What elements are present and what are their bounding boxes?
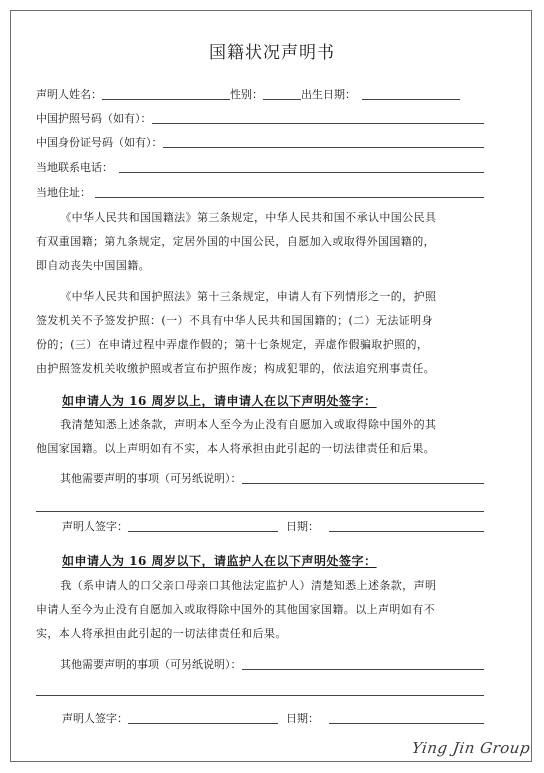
- minor-other-matters-extra-line[interactable]: [36, 695, 484, 696]
- nationality-law-paragraph: [36, 206, 484, 278]
- name-label: 声明人姓名：: [36, 88, 102, 101]
- adult-date-field[interactable]: [329, 531, 484, 532]
- gender-label: 性别：: [230, 88, 263, 101]
- adult-signature-field[interactable]: [128, 531, 278, 532]
- paragraph-line: 即自动丧失中国国籍。: [36, 259, 150, 272]
- guardian-signature-field[interactable]: [128, 723, 278, 724]
- statement-line: 他国家国籍。以上声明如有不实，本人将承担由此引起的一切法律责任和后果。: [36, 442, 435, 455]
- passport-label: 中国护照号码（如有）：: [36, 112, 152, 125]
- phone-label: 当地联系电话：: [36, 161, 113, 174]
- adult-other-matters-row: [60, 470, 484, 486]
- phone-row: [36, 159, 484, 175]
- birth-date-label: 出生日期：: [301, 88, 356, 101]
- passport-field[interactable]: [152, 123, 485, 124]
- minor-other-matters-field[interactable]: [242, 669, 485, 670]
- adult-statement: [36, 413, 484, 461]
- id-card-field[interactable]: [163, 147, 485, 148]
- signature-label: 声明人签字：: [62, 520, 128, 533]
- adult-section-heading: 如申请人为 16 周岁以上，请申请人在以下声明处签字：: [62, 394, 377, 408]
- adult-other-matters-field[interactable]: [242, 483, 485, 484]
- ying-jin-group-watermark: Ying Jin Group: [410, 739, 532, 757]
- paragraph-line: 签发机关不予签发护照：(一）不具有中华人民共和国国籍的；(二）无法证明身: [36, 314, 433, 327]
- paragraph-line: 由护照签发机关收缴护照或者宣布护照作废；构成犯罪的，依法追究刑事责任。: [36, 362, 435, 375]
- statement-line: 我清楚知悉上述条款，声明本人至今为止没有自愿加入或取得除中国外的其: [60, 418, 437, 431]
- signature-label: 声明人签字：: [62, 712, 128, 725]
- birth-date-field[interactable]: [362, 99, 460, 100]
- paragraph-line: 份的；(三）在申请过程中弄虚作假的；第十七条规定，弄虚作假骗取护照的，: [36, 338, 429, 351]
- guardian-statement: [36, 574, 484, 646]
- phone-field[interactable]: [119, 172, 484, 173]
- id-card-label: 中国身份证号码（如有）：: [36, 136, 163, 149]
- other-matters-label: 其他需要声明的事项（可另纸说明）：: [60, 472, 242, 485]
- document-title: 国籍状况声明书: [209, 43, 335, 63]
- guardian-date-field[interactable]: [329, 723, 484, 724]
- minor-signature-row: [62, 710, 484, 726]
- adult-signature-row: [62, 518, 484, 534]
- passport-law-paragraph: [36, 285, 484, 381]
- address-row: [36, 184, 484, 200]
- paragraph-line: 《中华人民共和国国籍法》第三条规定，中华人民共和国不承认中国公民具: [60, 211, 437, 224]
- paragraph-line: 《中华人民共和国护照法》第十三条规定，申请人有下列情形之一的，护照: [60, 290, 437, 303]
- id-card-row: [36, 134, 484, 150]
- other-matters-label: 其他需要声明的事项（可另纸说明）：: [60, 658, 242, 671]
- name-gender-birth-row: [36, 86, 484, 102]
- gender-field[interactable]: [263, 99, 301, 100]
- statement-line: 实，本人将承担由此引起的一切法律责任和后果。: [36, 627, 287, 640]
- date-label: 日期：: [286, 520, 319, 533]
- address-field[interactable]: [95, 197, 484, 198]
- passport-row: [36, 110, 484, 126]
- name-field[interactable]: [102, 99, 230, 100]
- statement-line: 申请人至今为止没有自愿加入或取得除中国外的其他国家国籍。以上声明如有不: [36, 603, 435, 616]
- paragraph-line: 有双重国籍；第九条规定，定居外国的中国公民，自愿加入或取得外国国籍的，: [36, 235, 435, 248]
- minor-other-matters-row: [60, 656, 484, 672]
- date-label: 日期：: [286, 712, 319, 725]
- minor-section-heading: 如申请人为 16 周岁以下，请监护人在以下声明处签字：: [62, 554, 377, 568]
- address-label: 当地住址：: [36, 186, 91, 199]
- statement-line: 我（系申请人的口父亲口母亲口其他法定监护人）清楚知悉上述条款，声明: [60, 579, 437, 592]
- adult-other-matters-extra-line[interactable]: [36, 511, 484, 512]
